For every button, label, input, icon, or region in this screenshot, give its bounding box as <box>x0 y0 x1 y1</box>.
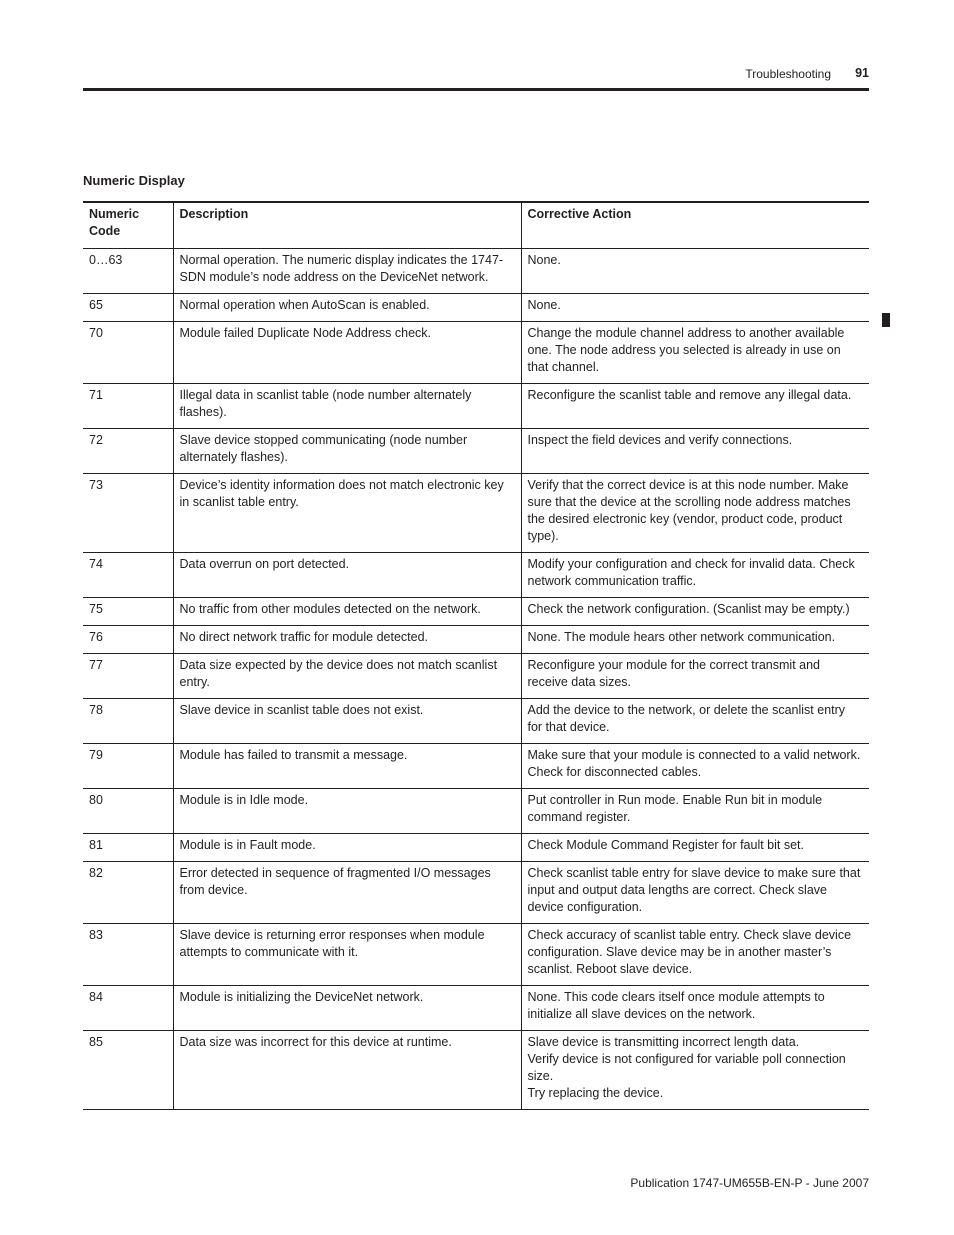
description-cell: No traffic from other modules detected on the network. <box>173 598 521 626</box>
table-row <box>83 429 869 474</box>
description-cell: Device’s identity information does not match electronic key in scanlist table entry. <box>173 474 521 553</box>
numeric-code-cell: 82 <box>89 866 103 880</box>
corrective-action-cell <box>521 1031 869 1110</box>
description-cell: Illegal data in scanlist table (node number alternately flashes). <box>173 384 521 429</box>
corrective-action-cell <box>521 429 869 474</box>
corrective-action-line: Verify that the correct device is at this node number. Make sure that the device at the scrolling node address matches the desired electronic key (vendor, product code, product type). <box>527 478 851 543</box>
page-header <box>83 64 869 84</box>
description-cell: Data overrun on port detected. <box>173 553 521 598</box>
corrective-action-cell <box>521 553 869 598</box>
corrective-action-line: None. <box>527 298 561 312</box>
table-row <box>83 249 869 294</box>
numeric-code-cell: 80 <box>89 793 103 807</box>
table-row <box>83 834 869 862</box>
numeric-code-cell: 79 <box>89 748 103 762</box>
numeric-code-cell: 83 <box>89 928 103 942</box>
table-row <box>83 626 869 654</box>
numeric-code-cell: 70 <box>89 326 103 340</box>
numeric-code-cell: 0…63 <box>89 253 123 267</box>
numeric-code-cell: 73 <box>89 478 103 492</box>
corrective-action-line: Make sure that your module is connected to a valid network. <box>527 748 861 762</box>
table-row <box>83 789 869 834</box>
numeric-display-table <box>83 201 869 1110</box>
page-number: 91 <box>855 66 869 80</box>
table-row <box>83 699 869 744</box>
column-header-action: Corrective Action <box>521 202 869 249</box>
corrective-action-cell <box>521 986 869 1031</box>
corrective-action-cell <box>521 384 869 429</box>
change-bar <box>882 313 890 327</box>
table-row <box>83 598 869 626</box>
description-cell: Slave device in scanlist table does not exist. <box>173 699 521 744</box>
table-body <box>83 249 869 1110</box>
table-row <box>83 654 869 699</box>
table-row <box>83 474 869 553</box>
numeric-code-cell: 85 <box>89 1035 103 1049</box>
table-row <box>83 322 869 384</box>
corrective-action-line: Reconfigure your module for the correct transmit and receive data sizes. <box>527 658 820 689</box>
publication-footer: Publication 1747-UM655B-EN-P - June 2007 <box>630 1176 869 1190</box>
table-row <box>83 744 869 789</box>
corrective-action-cell <box>521 474 869 553</box>
corrective-action-cell <box>521 322 869 384</box>
description-cell: Slave device stopped communicating (node number alternately flashes). <box>173 429 521 474</box>
table-row <box>83 1031 869 1110</box>
description-cell: Slave device is returning error responses when module attempts to communicate with it. <box>173 924 521 986</box>
corrective-action-cell <box>521 598 869 626</box>
corrective-action-line: Try replacing the device. <box>527 1086 664 1100</box>
description-cell: Error detected in sequence of fragmented I/O messages from device. <box>173 862 521 924</box>
corrective-action-cell <box>521 699 869 744</box>
description-cell: Module is initializing the DeviceNet network. <box>173 986 521 1031</box>
corrective-action-line: Check for disconnected cables. <box>527 765 702 779</box>
numeric-code-cell: 76 <box>89 630 103 644</box>
corrective-action-line: Put controller in Run mode. Enable Run bit in module command register. <box>527 793 823 824</box>
description-cell: Module failed Duplicate Node Address check. <box>173 322 521 384</box>
corrective-action-line: Check the network configuration. (Scanlist may be empty.) <box>527 602 850 616</box>
column-header-description: Description <box>173 202 521 249</box>
corrective-action-line: Verify device is not configured for variable poll connection size. <box>527 1052 846 1083</box>
corrective-action-line: Check scanlist table entry for slave device to make sure that input and output data lengths are correct. Check slave device configuration. <box>527 866 861 914</box>
table-row <box>83 384 869 429</box>
numeric-code-cell: 74 <box>89 557 103 571</box>
description-cell: Module has failed to transmit a message. <box>173 744 521 789</box>
corrective-action-line: Slave device is transmitting incorrect length data. <box>527 1035 800 1049</box>
corrective-action-line: Inspect the field devices and verify connections. <box>527 433 793 447</box>
table-header-row <box>83 202 869 249</box>
section-title: Troubleshooting <box>745 67 831 81</box>
description-cell: No direct network traffic for module detected. <box>173 626 521 654</box>
corrective-action-line: None. <box>527 253 561 267</box>
corrective-action-line: Modify your configuration and check for invalid data. Check network communication traffic. <box>527 557 855 588</box>
numeric-code-cell: 77 <box>89 658 103 672</box>
column-header-code <box>83 202 173 249</box>
header-rule <box>83 88 869 91</box>
numeric-code-cell: 81 <box>89 838 103 852</box>
table-row <box>83 294 869 322</box>
numeric-code-cell: 72 <box>89 433 103 447</box>
numeric-code-cell: 84 <box>89 990 103 1004</box>
corrective-action-cell <box>521 626 869 654</box>
corrective-action-cell <box>521 294 869 322</box>
description-cell: Normal operation. The numeric display indicates the 1747-SDN module’s node address on the DeviceNet network. <box>173 249 521 294</box>
corrective-action-line: Check accuracy of scanlist table entry. Check slave device configuration. Slave device may be in another master’s scanlist. Reboot slave device. <box>527 928 852 976</box>
corrective-action-line: None. This code clears itself once module attempts to initialize all slave devices on the network. <box>527 990 825 1021</box>
description-cell: Normal operation when AutoScan is enabled. <box>173 294 521 322</box>
corrective-action-line: Change the module channel address to another available one. The node address you selected is already in use on that channel. <box>527 326 845 374</box>
table-row <box>83 862 869 924</box>
corrective-action-cell <box>521 789 869 834</box>
corrective-action-line: None. The module hears other network communication. <box>527 630 836 644</box>
numeric-code-cell: 71 <box>89 388 103 402</box>
corrective-action-cell <box>521 744 869 789</box>
description-cell: Data size was incorrect for this device at runtime. <box>173 1031 521 1110</box>
description-cell: Module is in Idle mode. <box>173 789 521 834</box>
numeric-code-cell: 65 <box>89 298 103 312</box>
corrective-action-cell <box>521 249 869 294</box>
corrective-action-cell <box>521 654 869 699</box>
corrective-action-cell <box>521 862 869 924</box>
numeric-code-cell: 75 <box>89 602 103 616</box>
corrective-action-line: Reconfigure the scanlist table and remove any illegal data. <box>527 388 852 402</box>
numeric-code-cell: 78 <box>89 703 103 717</box>
table-row <box>83 924 869 986</box>
corrective-action-cell <box>521 834 869 862</box>
column-header-code-label: Numeric Code <box>89 207 140 238</box>
corrective-action-cell <box>521 924 869 986</box>
corrective-action-line: Check Module Command Register for fault bit set. <box>527 838 805 852</box>
table-title: Numeric Display <box>83 173 185 188</box>
table-row <box>83 553 869 598</box>
description-cell: Module is in Fault mode. <box>173 834 521 862</box>
corrective-action-line: Add the device to the network, or delete the scanlist entry for that device. <box>527 703 846 734</box>
table-row <box>83 986 869 1031</box>
description-cell: Data size expected by the device does not match scanlist entry. <box>173 654 521 699</box>
